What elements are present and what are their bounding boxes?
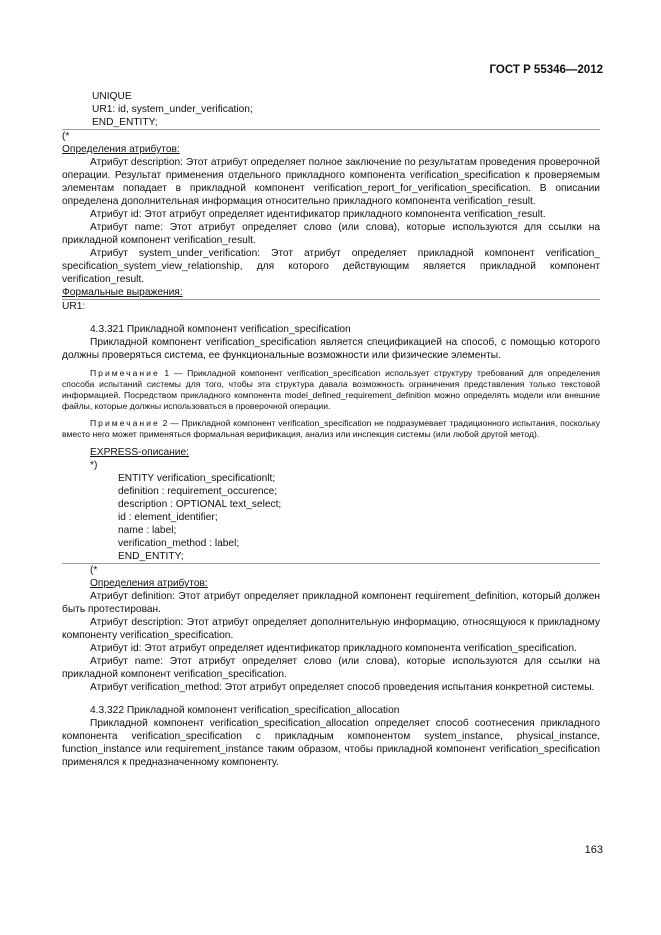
attr-name-paragraph: Атрибут name: Этот атрибут определяет слово (или слова), которые используются для ссылки на прикладной компонент verification_result. [62, 222, 600, 246]
code-line: UNIQUE [92, 91, 132, 102]
attr-description-paragraph: Атрибут description: Этот атрибут определяет полное заключение по результатам проведения проверочной операции. Результат применения отдельного прикладного компонента verification_specification к проверяемым элементам попадает в прикладной компонент verification_report_for_verification_specification. В описании определена дополнительная информация относительно прикладного компонента verification_result. [62, 157, 600, 207]
attr-id-paragraph: Атрибут id: Этот атрибут определяет идентификатор прикладного компонента verification_result. [90, 209, 546, 220]
code-line: END_ENTITY; [118, 551, 184, 562]
code-line: END_ENTITY; [92, 117, 158, 128]
attr-definition-paragraph: Атрибут definition: Этот атрибут определяет прикладной компонент requirement_definition, который должен быть протестирован. [62, 591, 600, 615]
attr-name-paragraph: Атрибут name: Этот атрибут определяет слово (или слова), которые используются для ссылки на прикладной компонент verification_specification. [62, 656, 600, 680]
section-title-4-3-321: 4.3.321 Прикладной компонент verification_specification [90, 324, 351, 335]
note-label: Примечание [90, 368, 160, 378]
comment-close: *) [90, 460, 98, 471]
section-title-4-3-322: 4.3.322 Прикладной компонент verification_specification_allocation [90, 705, 400, 716]
formal-expressions-heading: Формальные выражения: [62, 287, 183, 298]
express-heading: EXPRESS-описание: [90, 447, 189, 458]
attr-suv-paragraph: Атрибут system_under_verification: Этот атрибут определяет прикладной компонент verification_ specification_system_view_relationship, для которого действующим является прикладной компонент verification_result. [62, 248, 600, 285]
attr-id-paragraph: Атрибут id: Этот атрибут определяет идентификатор прикладного компонента verification_specification. [90, 643, 577, 654]
note-1 [62, 368, 600, 412]
note-label: Примечание [90, 418, 160, 428]
note-text: 2 — Прикладной компонент verification_specification не подразумевает традиционного испытания, поскольку вместо него может применяться формальная верификация, анализ или инспекция системы (или любой другой метод). [62, 418, 600, 439]
code-line: UR1: id, system_under_verification; [92, 104, 253, 115]
code-line: ENTITY verification_specificationlt; [118, 473, 276, 484]
note-text: 1 — Прикладной компонент verification_specification использует структуру требований для определения способа испытаний системы для того, чтобы эта структура давала возможность ограничения представления только текстовой информацией. Посредством прикладного компонента model_defined_requirement_definition можно определять модели или внешние файлы, которые должны использоваться в проверочной операции. [62, 368, 600, 411]
standard-header: ГОСТ Р 55346—2012 [489, 64, 603, 76]
code-line: name : label; [118, 525, 177, 536]
section-paragraph: Прикладной компонент verification_specification является спецификацией на способ, с помощью которого должны проверяться система, ее функциональные возможности или физические элементы. [62, 337, 600, 361]
formal-expression: UR1: [62, 301, 86, 312]
attr-description-paragraph: Атрибут description: Этот атрибут определяет дополнительную информацию, относящуюся к прикладному компоненту verification_specification. [62, 617, 600, 641]
page-content [62, 90, 600, 769]
comment-open: (* [90, 565, 98, 576]
page-number: 163 [584, 844, 603, 856]
attributes-heading: Определения атрибутов: [62, 144, 180, 155]
code-line: description : OPTIONAL text_select; [118, 499, 282, 510]
code-line: id : element_identifier; [118, 512, 218, 523]
section-paragraph: Прикладной компонент verification_specification_allocation определяет способ соотнесения прикладного компонента verification_specification с прикладным компонентом system_instance, physical_instance, function_instance или requirement_instance таким образом, чтобы прикладной компонент verification_specification применялся к предназначенному компоненту. [62, 718, 600, 768]
code-line: definition : requirement_occurence; [118, 486, 278, 497]
attributes-heading: Определения атрибутов: [90, 578, 208, 589]
code-line: verification_method : label; [118, 538, 240, 549]
attr-method-paragraph: Атрибут verification_method: Этот атрибут определяет способ проведения испытания конкретной системы. [90, 682, 595, 693]
comment-open: (* [62, 131, 70, 142]
note-2 [62, 418, 600, 440]
